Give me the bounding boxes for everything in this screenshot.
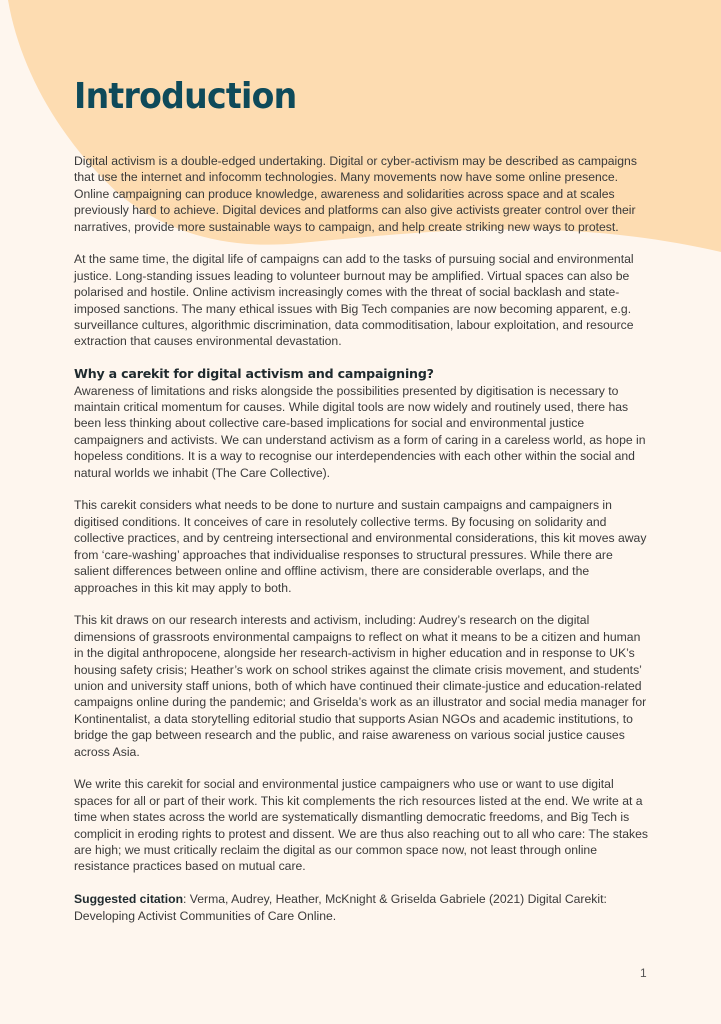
page-number: 1 [640,966,647,980]
suggested-citation [74,891,649,924]
why-paragraph-2: This carekit considers what needs to be done to nurture and sustain campaigns and campaigners in digitised conditions. It conceives of care in resolutely collective terms. By focusing on solidarity and collective practices, and by centreing intersectional and environmental considerations, this kit moves away from ‘care-washing’ approaches that individualise responses to structural pressures. While there are salient differences between online and offline activism, there are considerable overlaps, and the approaches in this kit may apply to both. [74,498,647,595]
why-paragraph-4: We write this carekit for social and environmental justice campaigners who use or want to use digital spaces for all or part of their work. This kit complements the rich resources listed at the end. We write at a time when states across the world are systematically dismantling democratic freedoms, and Big Tech is complicit in eroding rights to protest and dissent. We are thus also reaching out to all who care: The stakes are high; we must critically reclaim the digital as our common space now, not least through online resistance practices based on mutual care. [74,777,649,874]
body-text [74,153,649,940]
page-title: Introduction [74,76,297,117]
citation-text: : Verma, Audrey, Heather, McKnight & Griselda Gabriele (2021) Digital Carekit: Developing Activist Communities of Care Online. [74,892,607,923]
intro-paragraph-1: Digital activism is a double-edged undertaking. Digital or cyber-activism may be described as campaigns that use the internet and infocomm technologies. Many movements now have some online presence. Online campaigning can produce knowledge, awareness and solidarities across space and at scales previously hard to achieve. Digital devices and platforms can also give activists greater control over their narratives, provide more sustainable ways to campaign, and help create striking new ways to protest. [74,154,637,234]
citation-label: Suggested citation [74,892,184,907]
why-paragraph-3: This kit draws on our research interests and activism, including: Audrey’s research on the digital dimensions of grassroots environmental campaigns to reflect on what it means to be a citizen and human in the digital anthropocene, alongside her research-activism in higher education and in response to UK’s housing safety crisis; Heather’s work on school strikes against the climate crisis movement, and students’ union and university staff unions, both of which have continued their climate-justice and education-related campaigns online during the pandemic; and Griselda’s work as an illustrator and social media manager for Kontinentalist, a data storytelling editorial studio that supports Asian NGOs and academic institutions, to bridge the gap between research and the public, and raise awareness on various social justice causes across Asia. [74,613,647,759]
intro-paragraph-2: At the same time, the digital life of campaigns can add to the tasks of pursuing social and environmental justice. Long-standing issues leading to volunteer burnout may be amplified. Virtual spaces can also be polarised and hostile. Online activism increasingly comes with the threat of social backlash and state-imposed sanctions. The many ethical issues with Big Tech companies are now becoming apparent, e.g. surveillance cultures, algorithmic discrimination, data commoditisation, labour exploitation, and resource extraction that causes environmental devastation. [74,252,634,349]
why-paragraph-1: Awareness of limitations and risks alongside the possibilities presented by digitisation is necessary to maintain critical momentum for causes. While digital tools are now widely and routinely used, there has been less thinking about collective care-based implications for social and environmental justice campaigners and activists. We can understand activism as a form of caring in a careless world, as hope in hopeless conditions. It is a way to recognise our interdependencies with each other within the social and natural worlds we inhabit (The Care Collective). [74,383,646,480]
section-heading-why-carekit: Why a carekit for digital activism and campaigning? [74,366,434,382]
